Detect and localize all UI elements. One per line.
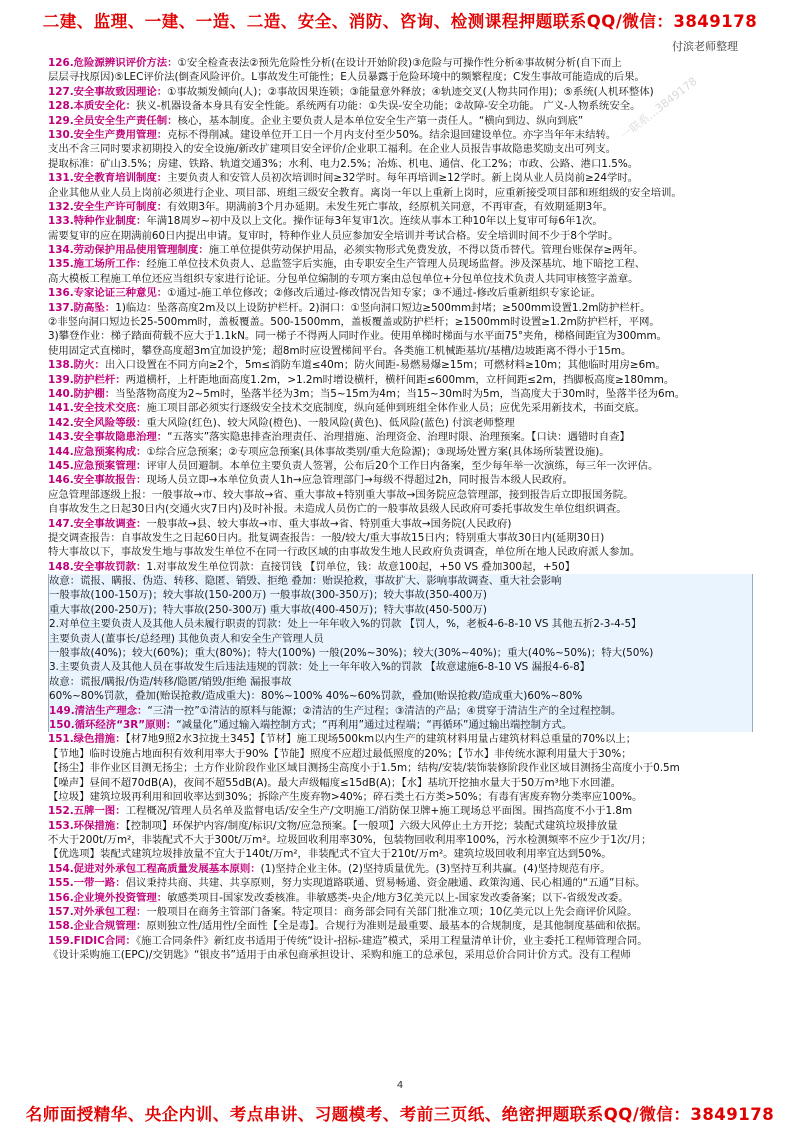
item-heading: 138.防火： (48, 359, 105, 372)
text-line: 158.企业合规管理：原则独立性/适用性/全面性【全是毒】。合规行为准则是最重要、最基本的合规制度，是其他制度基础和依据。 (48, 920, 647, 933)
text-line: 129.全员安全生产责任制：核心，基本制度。企业主要负责人是本单位安全生产第一责任人。“横向到边、纵向到底” (48, 114, 584, 127)
item-heading: 149.清洁生产理念： (49, 704, 148, 717)
text-line: 自事故发生之日起30日内(交通火灾7日内)及时补报。未造成人员伤亡的一般事故县级人民政府可委托事故发生单位组织调查。 (48, 503, 627, 516)
text-line: 142.安全风险等级：重大风险(红色)、较大风险(橙色)、一般风险(黄色)、低风险(蓝色) 付滨老师整理 (48, 416, 515, 429)
text-line: 157.对外承包工程：一般项目在商务主管部门备案。特定项目：商务部会同有关部门批准立项；10亿美元以上先会商评价风险。 (48, 906, 638, 919)
watermark: 一联系…3849178 (618, 74, 700, 143)
item-heading: 148.安全事故罚款： (48, 560, 147, 573)
item-heading: 142.安全风险等级： (48, 416, 147, 429)
item-heading: 141.安全技术交底： (48, 402, 147, 415)
text-line: 130.安全生产费用管理：克标不得削减。建设单位开工日一个月内支付至少50%。结余退回建设单位。亦字当年年末结转。 (48, 128, 617, 141)
item-heading: 127.安全事故致因理论： (48, 85, 168, 98)
text-line: 155.一带一路：倡议秉持共商、共建、共享原则，努力实现道路联通、贸易畅通、资金融通、政策沟通、民心相通的“五通”目标。 (48, 877, 646, 890)
text-line: 147.安全事故调查：一般事故→县、较大事故→市、重大事故→省、特别重大事故→国务院(人民政府) (48, 517, 512, 530)
text-line: 136.专家论证三种意见：①通过-施工单位修改；②修改后通过-修改情况告知专家；③不通过-修改后重新组织专家论证。 (48, 287, 602, 300)
item-heading: 132.安全生产许可制度： (48, 200, 168, 213)
text-line: 需要复审的应在期满前60日内提出申请。复审时，特种作业人员应参加安全培训并考试合格。安全培训时间不少于8个学时。 (48, 229, 619, 242)
item-heading: 134.劳动保护用品使用管理制度： (48, 244, 209, 257)
item-heading: 154.促进对外承包工程高质量发展基本原则： (48, 862, 261, 875)
item-heading: 133.特种作业制度： (48, 215, 147, 228)
text-line: 134.劳动保护用品使用管理制度：施工单位提供劳动保护用品，必须实物形式免费发放，不得以货币替代。管理台账保存≥两年。 (48, 244, 644, 257)
text-line: 一般事故(40%)；较大(60%)；重大(80%)；特大(100%) 一般(20%~30%)；较大(30%~40%)；重大(40%~50%)；特大(50%) (48, 646, 753, 660)
text-line: 高大模板工程施工单位还应当组织专家进行论证。分包单位编制的专项方案由总包单位+分包单位技术负责人共同审核签字盖章。 (48, 272, 639, 285)
text-line: 《设计采购施工(EPC)/交钥匙》“银皮书”适用于由承包商承担设计、采购和施工的总承包，采用总价合同计价方式。没有工程师 (48, 949, 631, 962)
item-heading: 153.环保措施： (48, 819, 126, 832)
text-line: 135.施工场所工作：经施工单位技术负责人、总监签字后实施，由专职安全生产管理人员现场监督。涉及深基坑、地下暗挖工程、 (48, 258, 646, 271)
text-line: 141.安全技术交底：施工项目部必须实行逐级安全技术交底制度，纵向延伸到班组全体作业人员；应优先采用新技术，书面交底。 (48, 402, 646, 415)
text-line: 150.循环经济“3R”原则：“减量化”通过输入端控制方式；“再利用”通过过程端；“再循环”通过输出端控制方式。 (48, 718, 753, 732)
item-heading: 155.一带一路： (48, 877, 126, 890)
item-heading: 126.危险源辨识评价方法： (48, 57, 178, 69)
text-line: 一般事故(100-150万)；较大事故(150-200万) 一般事故(300-350万)；较大事故(350-400万) (48, 588, 753, 602)
text-line: 139.防护栏杆：两道横杆，上杆距地面高度1.2m，>1.2m时增设横杆，横杆间距≤600mm，立杆间距≤2m，挡脚板高度≥180mm。 (48, 373, 675, 386)
item-heading: 147.安全事故调查： (48, 517, 147, 530)
text-line: 2.对单位主要负责人及其他人员未履行职责的罚款：处上一年年收入%的罚款 【罚人，%，老板4-6-8-10 VS 其他五折2-3-4-5】 (48, 617, 753, 631)
page-number: 4 (396, 1080, 404, 1091)
text-line: 故意：谎报/瞒报/伪造/转移/隐匿/销毁/拒绝 漏报事故 (48, 675, 753, 689)
item-heading: 150.循环经济“3R”原则： (49, 718, 177, 731)
item-heading: 144.应急预案构成： (48, 445, 147, 458)
item-heading: 128.本质安全化： (48, 100, 136, 113)
text-line: 企业其他从业人员上岗前必须进行企业、项目部、班组三级安全教育。离岗一年以上重新上岗时，应重新接受项目部和班组级的安全培训。 (48, 186, 682, 199)
text-line: 154.促进对外承包工程高质量发展基本原则：(1)坚持企业主体。(2)坚持质量优先。(3)坚持互利共赢。(4)坚持规范有序。 (48, 862, 611, 875)
text-line: 144.应急预案构成：①综合应急预案；②专项应急预案(具体事故类别/重大危险源)；③现场处置方案(具体场所装置设施)。 (48, 445, 610, 458)
text-line: 149.清洁生产理念：“三清一控”①清洁的原料与能源；②清洁的生产过程；③清洁的产品；④贯穿于清洁生产的全过程控制。 (48, 704, 753, 718)
text-line: 127.安全事故致因理论：①事故频发倾向(人)；②事故因果连锁；③能量意外释放；④轨迹交叉(人物共同作用)；⑤系统(人机环整体) (48, 85, 654, 98)
text-line: 特大事故以下，事故发生地与事故发生单位不在同一行政区域的由事故发生地人民政府负责调查，单位所在地人民政府派人参加。 (48, 546, 641, 559)
item-heading: 140.防护棚： (48, 387, 116, 400)
item-heading: 158.企业合规管理： (48, 920, 147, 933)
text-line: 153.环保措施：【控制项】环保护内容/制度/标识/文物/应急预案。【一般项】六级大风停止土方开挖；装配式建筑垃圾排放量 (48, 819, 618, 832)
text-line: 提交调查报告：自事故发生之日起60日内。批复调查报告：一般/较大/重大事故15日内；特别重大事故30日内(延期30日) (48, 531, 605, 544)
text-line: 提取标准：矿山3.5%；房建、铁路、轨道交通3%；水利、电力2.5%；冶炼、机电、通信、化工2%；市政、公路、港口1.5%。 (48, 157, 639, 170)
text-line: 148.安全事故罚款：1.对事故发生单位罚款：直接罚钱 【罚单位，钱：故意100起，+50 VS 叠加300起，+50】 (48, 560, 576, 573)
text-line: 重大事故(200-250万)；特大事故(250-300万) 重大事故(400-450万)；特大事故(450-500万) (48, 603, 753, 617)
document-content (48, 56, 753, 1076)
item-heading: 159.FIDIC合同： (48, 934, 136, 947)
text-line: 140.防护棚：当坠落物高度为2~5m时，坠落半径为3m；当5~15m为4m；当15~30m时为5m，当高度大于30m时，坠落半径为6m。 (48, 387, 686, 400)
text-line: 【优选项】装配式建筑垃圾排放量不宜大于140t/万m²，非装配式不宜大于210t/万m²。建筑垃圾回收利用率宜达到50%。 (48, 848, 612, 861)
text-line: 支出不含三同时要求初期投入的安全设施/新改扩建项目安全评价/企业职工福利。在企业人员报告事故隐患奖励支出可列支。 (48, 143, 617, 156)
text-line: 145.应急预案管理：评审人员回避制。本单位主要负责人签署，公布后20个工作日内备案，至少每年举一次演练，每三年一次评估。 (48, 459, 659, 472)
text-line: 156.企业境外投资管理：敏感类项目-国家发改委核准。非敏感类-央企/地方3亿美元以上-国家发改委备案；以下-省级发改委。 (48, 891, 629, 904)
item-heading: 151.绿色措施： (48, 733, 126, 746)
item-heading: 143.安全事故隐患治理： (48, 431, 168, 444)
text-line: 【扬尘】非作业区目测无扬尘；土方作业阶段作业区域目测扬尘高度小于1.5m；结构/安装/装饰装修阶段作业区域目测扬尘高度小于0.5m (48, 762, 680, 775)
text-line: 主要负责人(董事长/总经理) 其他负责人和安全生产管理人员 (48, 632, 753, 646)
text-line: 【噪声】昼间不超70dB(A)，夜间不超55dB(A)。最大声级幅度≤15dB(A)；【水】基坑开挖抽水量大于50万m³地下水回灌。 (48, 776, 622, 789)
item-heading: 152.五牌一图： (48, 805, 126, 818)
text-line: 159.FIDIC合同：《施工合同条件》新红皮书适用于传统“设计-招标-建造”模式，采用工程量清单计价，业主委托工程师管理合同。 (48, 934, 648, 947)
author-note: 付滨老师整理 (672, 40, 738, 53)
item-heading: 130.安全生产费用管理： (48, 128, 168, 141)
text-line: 137.防高坠：1)临边：坠落高度2m及以上设防护栏杆。2)洞口：①竖向洞口短边≥500mm封堵；≥500mm设置1.2m防护栏杆。 (48, 301, 651, 314)
bottom-banner: 名师面授精华、央企内训、考点串讲、习题模考、考前三页纸、绝密押题联系QQ/微信：3849178 (25, 1105, 775, 1124)
text-line: 层层寻找原因)⑤LEC评价法(倒查风险评价。L事故发生可能性；E人员暴露于危险环境中的频繁程度；C发生事故可能造成的后果。 (48, 71, 645, 84)
text-line: 143.安全事故隐患治理：“五落实”落实隐患排查治理责任、治理措施、治理资金、治理时限、治理预案。【口诀：遇错时自查】 (48, 431, 630, 444)
text-line: 60%~80%罚款，叠加(贻误抢救/造成重大)：80%~100% 40%~60%罚款，叠加(贻误抢救/造成重大)60%~80% (48, 689, 753, 703)
text-line: 132.安全生产许可制度：有效期3年。期满前3个月办延期。未发生死亡事故，经原机关同意，不再审查，有效期延期3年。 (48, 200, 614, 213)
text-line: 133.特种作业制度：年满18周岁~初中及以上文化。操作证每3年复审1次。连续从事本工种10年以上复审可每6年1次。 (48, 215, 603, 228)
text-line: 使用固定式直梯时，攀登高度超3m宜加设护笼；超8m时应设置梯间平台。各类施工机械距基坑/基槽/边坡距离不得小于15m。 (48, 344, 632, 357)
text-line: 126.危险源辨识评价方法：①安全检查表法②预先危险性分析(在设计开始阶段)③危险与可操作性分析④事故树分析(自下而上 (48, 57, 622, 69)
text-line: 应急管理部逐级上报：一般事故→市、较大事故→省、重大事故+特别重大事故→国务院应急管理部，接到报告后立即报国务院。 (48, 488, 634, 501)
text-line: 151.绿色措施：【材7地9照2水3拉拢土345】【节材】施工现场500km以内生产的建筑材料用量占建筑材料总重量的70%以上； (48, 733, 637, 746)
item-heading: 135.施工场所工作： (48, 258, 147, 271)
text-line: 152.五牌一图：工程概况/管理人员名单及监督电话/安全生产/文明施工/消防保卫牌+施工现场总平面图。围挡高度不小于1.8m (48, 805, 633, 818)
text-line: 【垃圾】建筑垃圾再利用和回收率达到30%；拆除产生废弃物>40%；碎石类土石方类>50%；有毒有害废弃物分类率应100%。 (48, 790, 643, 803)
text-line: 146.安全事故报告：现场人员立即→本单位负责人1h→应急管理部门→每级不得超过2h，同时报告本级人民政府。 (48, 474, 573, 487)
text-line: 3)攀登作业：梯子踏面荷载不应大于1.1kN。同一梯子不得两人同时作业。使用单梯时梯面与水平面75°夹角，梯格间距宜为300mm。 (48, 330, 667, 343)
item-heading: 156.企业境外投资管理： (48, 891, 168, 904)
text-line: 【节地】临时设施占地面积有效利用率大于90%【节能】照度不应超过最低照度的20%；【节水】非传统水源利用量大于30%； (48, 747, 632, 760)
text-line: 131.安全教育培训制度：主要负责人和安管人员初次培训时间≥32学时。每年再培训≥12学时。新上岗从业人员岗前≥24学时。 (48, 172, 639, 185)
item-heading: 137.防高坠： (48, 301, 116, 314)
item-heading: 145.应急预案管理： (48, 459, 147, 472)
item-heading: 146.安全事故报告： (48, 474, 147, 487)
text-line: ②非竖向洞口短边长25-500mm时，盖板覆盖。500-1500mm，盖板覆盖或防护栏杆；≥1500mm时设置≥1.2m防护栏杆，平网。 (48, 316, 660, 329)
text-line: 138.防火：出入口设置在不同方向≥2个，5m≤消防车道≤40m；防火间距-易燃易爆≥15m；可燃材料≥10m；其他临时用房≥6m。 (48, 359, 666, 372)
text-line: 不大于200t/万m²，非装配式不大于300t/万m²。垃圾回收利用率30%，包装物回收利用率100%，污水检测频率不应少于1次/月； (48, 834, 652, 847)
top-banner: 二建、监理、一建、一造、二造、安全、消防、咨询、检测课程押题联系QQ/微信：3849178 (42, 12, 758, 31)
text-line: 3.主要负责人及其他人员在事故发生后违法违规的罚款：处上一年年收入%的罚款 【故意逮施6-8-10 VS 漏报4-6-8】 (48, 660, 753, 674)
text-line: 故意：谎报、瞒报、伪造、转移、隐匿、销毁、拒绝 叠加：贻误抢救，事故扩大、影响事故调查、重大社会影响 (48, 574, 753, 588)
text-line: 128.本质安全化：狭义-机器设备本身具有安全性能。系统两有功能：①失误-安全功能；②故障-安全功能。 广义-人物系统安全。 (48, 100, 641, 113)
item-heading: 136.专家论证三种意见： (48, 287, 168, 300)
item-heading: 139.防护栏杆： (48, 373, 126, 386)
item-heading: 131.安全教育培训制度： (48, 172, 168, 185)
item-heading: 157.对外承包工程： (48, 906, 147, 919)
item-heading: 129.全员安全生产责任制： (48, 114, 178, 127)
